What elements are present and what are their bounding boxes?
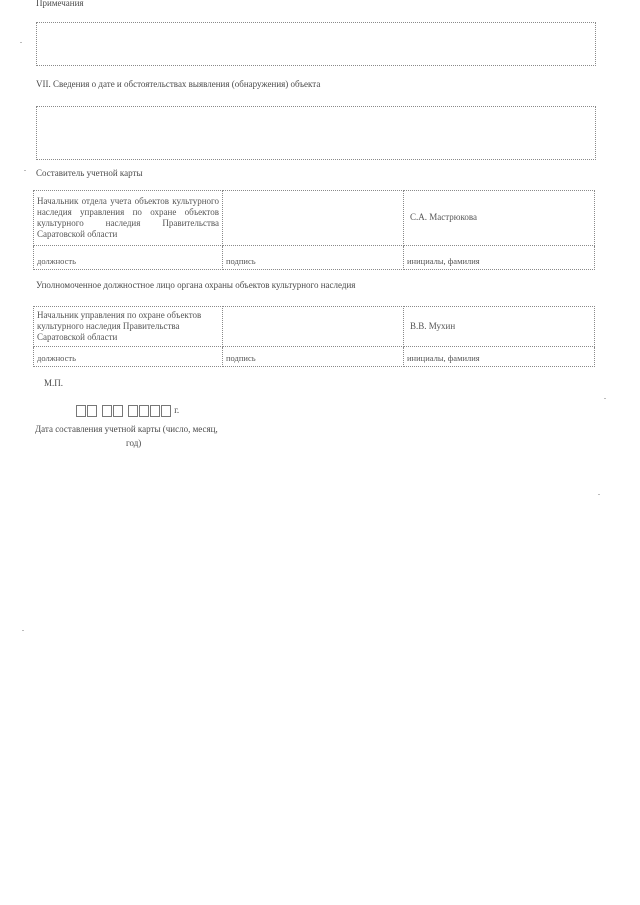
month-digit-box	[113, 405, 123, 417]
section7-box	[36, 106, 596, 160]
authorized-signature-label: подпись	[223, 347, 404, 367]
authorized-heading: Уполномоченное должностное лицо органа охраны объектов культурного наследия	[36, 280, 356, 290]
scan-speck	[598, 494, 600, 495]
year-digit-box	[150, 405, 160, 417]
scan-speck	[22, 630, 24, 631]
authorized-name-label: инициалы, фамилия	[404, 347, 595, 367]
month-digit-box	[102, 405, 112, 417]
compiler-signature-label: подпись	[223, 246, 404, 270]
compiler-signature-cell	[223, 191, 404, 246]
scan-speck	[24, 170, 26, 171]
stamp-label: М.П.	[44, 378, 64, 388]
notes-label: Примечания	[36, 0, 84, 8]
compiler-name: С.А. Мастрюкова	[404, 191, 595, 246]
date-caption-line2: год)	[126, 438, 142, 448]
authorized-position: Начальник управления по охране объектов культурного наследия Правительства Саратовской области	[34, 307, 223, 347]
compiler-heading: Составитель учетной карты	[36, 168, 143, 178]
date-caption-line1: Дата составления учетной карты (число, месяц,	[35, 424, 218, 434]
compiler-position-label: должность	[34, 246, 223, 270]
authorized-table	[33, 306, 595, 367]
day-digit-box	[87, 405, 97, 417]
authorized-position-label: должность	[34, 347, 223, 367]
compiler-table	[33, 190, 595, 270]
authorized-name: В.В. Мухин	[404, 307, 595, 347]
scan-speck	[604, 398, 606, 399]
authorized-signature-cell	[223, 307, 404, 347]
scan-speck	[20, 42, 22, 43]
year-digit-box	[128, 405, 138, 417]
notes-box	[36, 22, 596, 66]
date-boxes	[76, 405, 179, 417]
year-digit-box	[161, 405, 171, 417]
compiler-name-label: инициалы, фамилия	[404, 246, 595, 270]
section7-title: VII. Сведения о дате и обстоятельствах выявления (обнаружения) объекта	[36, 79, 321, 89]
day-digit-box	[76, 405, 86, 417]
compiler-position: Начальник отдела учета объектов культурного наследия управления по охране объектов культурного наследия Правительства Саратовской области	[34, 191, 223, 246]
year-suffix: г.	[174, 405, 180, 416]
year-digit-box	[139, 405, 149, 417]
